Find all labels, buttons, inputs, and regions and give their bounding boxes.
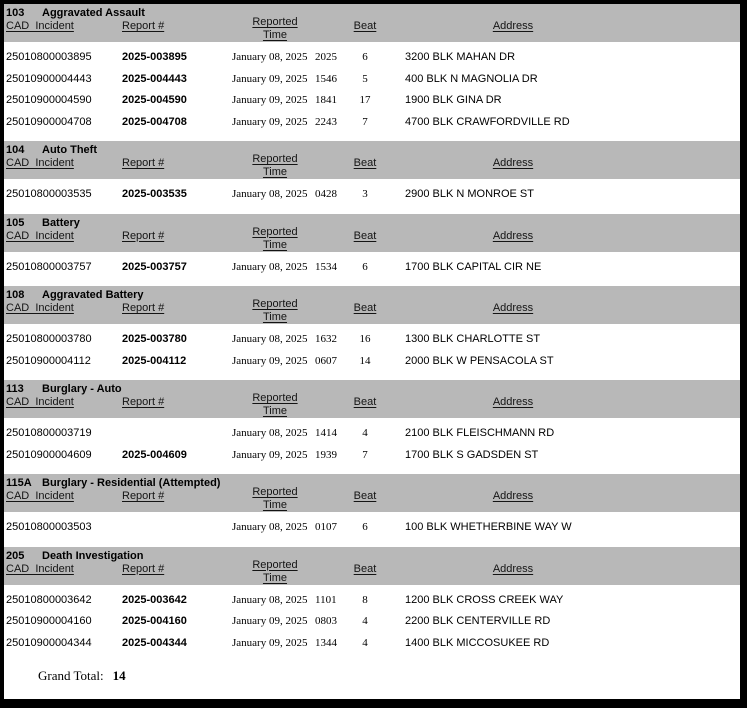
sections-container <box>4 4 740 662</box>
cad-incident-number: 25010900004609 <box>6 448 92 461</box>
beat-number: 6 <box>362 51 368 63</box>
section-title: Burglary - Auto <box>42 383 122 395</box>
column-header-address: Address <box>492 229 534 242</box>
column-header-beat: Beat <box>353 20 377 32</box>
section-rows <box>4 418 740 474</box>
column-header-address: Address <box>492 396 534 408</box>
column-header-reported-word: Reported <box>252 298 298 310</box>
incident-address: 1700 BLK CAPITAL CIR NE <box>405 260 542 273</box>
section-title-row <box>6 289 143 301</box>
section-title: Auto Theft <box>42 144 97 156</box>
crime-section <box>4 214 740 287</box>
incident-row <box>4 257 740 279</box>
reported-time: 1344 <box>315 636 337 649</box>
column-header-time-word: Time <box>262 405 288 417</box>
section-title: Death Investigation <box>42 549 144 562</box>
reported-time: 1632 <box>315 333 337 345</box>
section-header-band <box>4 547 740 585</box>
section-header-band <box>4 286 740 324</box>
section-title-row <box>6 477 220 489</box>
incident-address: 1700 BLK S GADSDEN ST <box>405 448 539 461</box>
grand-total <box>38 668 740 684</box>
column-header-beat: Beat <box>353 396 377 408</box>
beat-number: 7 <box>362 448 368 461</box>
column-header-reported-time <box>232 153 318 179</box>
report-number: 2025-004609 <box>122 448 187 461</box>
section-title-row <box>6 7 145 19</box>
grand-total-value: 14 <box>112 668 126 683</box>
incident-row <box>4 445 740 467</box>
cad-incident-number: 25010800003503 <box>6 521 92 533</box>
beat-number: 3 <box>362 188 368 200</box>
reported-date: January 08, 2025 <box>232 333 308 345</box>
incident-address: 1900 BLK GINA DR <box>405 94 502 106</box>
section-header-band <box>4 474 740 512</box>
column-header-time-word: Time <box>262 238 288 251</box>
section-code: 113 <box>6 383 24 395</box>
crime-section <box>4 286 740 380</box>
incident-row <box>4 611 740 633</box>
beat-number: 17 <box>359 94 371 106</box>
reported-date: January 08, 2025 <box>232 521 308 533</box>
crime-section <box>4 4 740 141</box>
section-rows <box>4 512 740 547</box>
incident-address: 2000 BLK W PENSACOLA ST <box>405 354 554 367</box>
reported-time: 1101 <box>315 593 337 606</box>
column-header-reported-word: Reported <box>252 486 298 498</box>
column-header-report-number: Report # <box>122 396 165 408</box>
beat-number: 6 <box>362 521 368 533</box>
reported-time: 1546 <box>315 72 337 85</box>
incident-row <box>4 351 740 373</box>
beat-number: 4 <box>362 615 368 627</box>
column-header-report-number: Report # <box>122 229 165 242</box>
column-header-reported-time <box>232 298 318 324</box>
section-code: 108 <box>6 289 25 301</box>
reported-time: 0607 <box>315 354 337 367</box>
column-header-address: Address <box>492 302 534 314</box>
incident-row <box>4 517 740 539</box>
column-header-beat: Beat <box>353 302 377 314</box>
reported-date: January 09, 2025 <box>232 448 308 461</box>
reported-time: 1841 <box>315 94 337 106</box>
incident-row <box>4 184 740 206</box>
reported-date: January 09, 2025 <box>232 94 308 106</box>
reported-time: 1534 <box>315 260 337 273</box>
column-header-report-number: Report # <box>122 302 165 314</box>
cad-incident-number: 25010800003642 <box>6 593 92 606</box>
column-header-reported-word: Reported <box>252 225 298 238</box>
beat-number: 4 <box>362 427 368 439</box>
crime-section <box>4 547 740 663</box>
column-header-reported-word: Reported <box>252 153 298 165</box>
cad-incident-number: 25010800003535 <box>6 188 92 200</box>
column-header-beat: Beat <box>353 490 377 502</box>
cad-incident-number: 25010900004708 <box>6 115 92 128</box>
incident-address: 2200 BLK CENTERVILLE RD <box>405 615 551 627</box>
column-header-cad-incident: CAD Incident <box>6 490 74 502</box>
section-title-row <box>6 217 80 229</box>
incident-row <box>4 633 740 655</box>
report-number: 2025-003895 <box>122 51 187 63</box>
section-header-band <box>4 380 740 418</box>
report-number: 2025-004590 <box>122 94 187 106</box>
grand-total-label: Grand Total: <box>38 668 104 683</box>
column-header-cad-incident: CAD Incident <box>6 157 74 169</box>
section-title: Aggravated Battery <box>42 289 144 301</box>
reported-date: January 09, 2025 <box>232 72 308 85</box>
reported-time: 0803 <box>315 615 337 627</box>
incident-address: 1300 BLK CHARLOTTE ST <box>405 333 541 345</box>
crime-section <box>4 474 740 547</box>
section-rows <box>4 585 740 663</box>
report-number: 2025-003535 <box>122 188 187 200</box>
report-page <box>4 4 740 699</box>
incident-address: 3200 BLK MAHAN DR <box>405 51 516 63</box>
column-header-report-number: Report # <box>122 157 165 169</box>
beat-number: 7 <box>362 115 368 128</box>
cad-incident-number: 25010800003719 <box>6 427 92 439</box>
cad-incident-number: 25010900004344 <box>6 636 92 649</box>
reported-date: January 09, 2025 <box>232 636 308 649</box>
beat-number: 16 <box>359 333 371 345</box>
reported-time: 0428 <box>315 188 337 200</box>
reported-time: 1939 <box>315 448 337 461</box>
column-header-reported-word: Reported <box>252 558 298 571</box>
section-code: 104 <box>6 144 25 156</box>
beat-number: 8 <box>362 593 368 606</box>
section-rows <box>4 252 740 287</box>
section-code: 205 <box>6 549 25 562</box>
incident-address: 2100 BLK FLEISCHMANN RD <box>405 427 555 439</box>
incident-address: 4700 BLK CRAWFORDVILLE RD <box>405 115 570 128</box>
beat-number: 5 <box>362 72 368 85</box>
cad-incident-number: 25010900004443 <box>6 72 92 85</box>
reported-time: 1414 <box>315 427 337 439</box>
incident-address: 100 BLK WHETHERBINE WAY W <box>405 521 572 533</box>
report-number: 2025-003642 <box>122 593 187 606</box>
column-header-report-number: Report # <box>122 490 165 502</box>
section-code: 105 <box>6 216 25 229</box>
reported-time: 2025 <box>315 51 337 63</box>
column-header-address: Address <box>492 20 534 32</box>
column-header-beat: Beat <box>353 562 377 575</box>
column-header-report-number: Report # <box>122 562 165 575</box>
beat-number: 6 <box>362 260 368 273</box>
report-number: 2025-003780 <box>122 333 187 345</box>
cad-incident-number: 25010900004160 <box>6 615 92 627</box>
cad-incident-number: 25010900004112 <box>6 354 91 367</box>
report-number: 2025-004344 <box>122 636 187 649</box>
cad-incident-number: 25010900004590 <box>6 94 92 106</box>
column-header-time-word: Time <box>262 311 288 323</box>
incident-address: 400 BLK N MAGNOLIA DR <box>405 72 538 85</box>
section-title: Aggravated Assault <box>42 7 145 19</box>
incident-address: 1400 BLK MICCOSUKEE RD <box>405 636 550 649</box>
reported-date: January 08, 2025 <box>232 260 308 273</box>
section-rows <box>4 324 740 380</box>
section-title-row <box>6 383 122 395</box>
incident-row <box>4 69 740 91</box>
column-header-time-word: Time <box>262 499 288 511</box>
section-code: 103 <box>6 7 25 19</box>
incident-row <box>4 329 740 351</box>
column-header-beat: Beat <box>353 229 377 242</box>
section-title: Burglary - Residential (Attempted) <box>42 477 221 489</box>
column-header-reported-word: Reported <box>252 16 298 28</box>
section-header-band <box>4 214 740 252</box>
column-header-reported-word: Reported <box>252 392 298 404</box>
column-header-time-word: Time <box>262 571 288 584</box>
incident-row <box>4 47 740 69</box>
column-header-reported-time <box>232 559 318 585</box>
reported-date: January 08, 2025 <box>232 427 308 439</box>
section-rows <box>4 179 740 214</box>
column-header-cad-incident: CAD Incident <box>6 302 74 314</box>
cad-incident-number: 25010800003895 <box>6 51 92 63</box>
cad-incident-number: 25010800003780 <box>6 333 92 345</box>
reported-date: January 09, 2025 <box>232 615 308 627</box>
crime-section <box>4 141 740 214</box>
section-header-band <box>4 141 740 179</box>
section-title: Battery <box>42 216 80 229</box>
reported-date: January 08, 2025 <box>232 188 308 200</box>
beat-number: 14 <box>359 354 371 367</box>
incident-address: 2900 BLK N MONROE ST <box>405 188 534 200</box>
crime-section <box>4 380 740 474</box>
column-header-reported-time <box>232 16 318 42</box>
beat-number: 4 <box>362 636 368 649</box>
column-header-reported-time <box>232 486 318 512</box>
reported-time: 2243 <box>315 115 337 128</box>
column-header-reported-time <box>232 392 318 418</box>
column-header-cad-incident: CAD Incident <box>6 20 74 32</box>
section-title-row <box>6 144 97 156</box>
report-number: 2025-004443 <box>122 72 187 85</box>
report-number: 2025-003757 <box>122 260 187 273</box>
section-header-band <box>4 4 740 42</box>
incident-row <box>4 112 740 134</box>
column-header-time-word: Time <box>262 166 288 178</box>
column-header-beat: Beat <box>353 157 377 169</box>
column-header-reported-time <box>232 226 318 252</box>
cad-incident-number: 25010800003757 <box>6 260 92 273</box>
column-header-address: Address <box>492 562 534 575</box>
report-number: 2025-004708 <box>122 115 187 128</box>
column-header-cad-incident: CAD Incident <box>6 229 74 242</box>
column-header-address: Address <box>492 490 534 502</box>
incident-address: 1200 BLK CROSS CREEK WAY <box>405 593 564 606</box>
section-title-row <box>6 550 143 562</box>
column-header-address: Address <box>492 157 534 169</box>
column-header-cad-incident: CAD Incident <box>6 562 74 575</box>
report-number: 2025-004160 <box>122 615 187 627</box>
reported-date: January 08, 2025 <box>232 51 308 63</box>
incident-row <box>4 90 740 112</box>
incident-row <box>4 590 740 612</box>
reported-date: January 09, 2025 <box>232 115 308 128</box>
section-code: 115A <box>6 477 32 489</box>
reported-date: January 09, 2025 <box>232 354 308 367</box>
incident-row <box>4 423 740 445</box>
reported-time: 0107 <box>315 521 337 533</box>
column-header-time-word: Time <box>262 29 288 41</box>
report-number: 2025-004112 <box>122 354 187 367</box>
column-header-report-number: Report # <box>122 20 165 32</box>
section-rows <box>4 42 740 141</box>
reported-date: January 08, 2025 <box>232 593 308 606</box>
column-header-cad-incident: CAD Incident <box>6 396 74 408</box>
